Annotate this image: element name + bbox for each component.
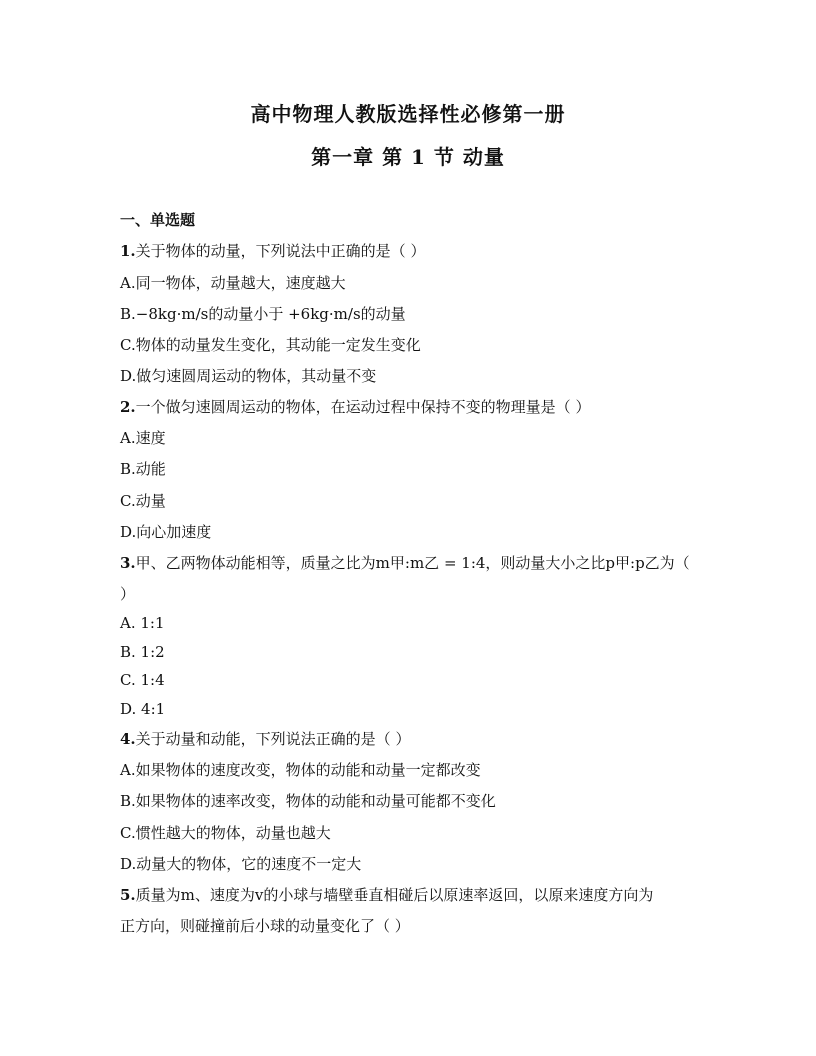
document-title: 高中物理人教版选择性必修第一册 (250, 102, 566, 126)
q2-option-d: D.向心加速度 (120, 523, 212, 541)
q1-option-b: B.−8kg·m/s的动量小于 +6kg·m/s的动量 (120, 305, 406, 323)
q2-option-b: B.动能 (120, 460, 166, 478)
q3-option-d: D. 4:1 (120, 700, 166, 718)
question-5-continued: 正方向，则碰撞前后小球的动量变化了（ ） (120, 917, 410, 935)
q2-option-c: C.动量 (120, 492, 166, 510)
question-5 (120, 884, 653, 905)
q4-option-b: B.如果物体的速率改变，物体的动能和动量可能都不变化 (120, 792, 496, 810)
q1-option-c: C.物体的动量发生变化，其动能一定发生变化 (120, 336, 421, 354)
q1-option-a: A.同一物体，动量越大，速度越大 (120, 274, 346, 292)
question-stem: 一个做匀速圆周运动的物体，在运动过程中保持不变的物理量是（ ） (135, 398, 591, 416)
q3-option-a: A. 1:1 (120, 614, 165, 632)
question-number: 5. (120, 886, 136, 904)
section-heading: 一、单选题 (120, 211, 196, 229)
question-stem: 甲、乙两物体动能相等，质量之比为m甲:m乙 = 1:4，则动量大小之比p甲:p乙为（ (135, 554, 690, 572)
question-stem: 质量为m、速度为v的小球与墙壁垂直相碰后以原速率返回，以原来速度方向为 (135, 886, 654, 904)
question-3 (120, 552, 690, 573)
chapter-title: 第一章 第 1 节 动量 (311, 145, 505, 169)
question-number: 3. (120, 554, 136, 572)
question-number: 2. (120, 398, 136, 416)
q3-option-b: B. 1:2 (120, 643, 165, 661)
question-2 (120, 396, 590, 417)
question-stem: 关于动量和动能，下列说法正确的是（ ） (135, 730, 411, 748)
question-3-continued: ） (120, 585, 136, 603)
q3-option-c: C. 1:4 (120, 671, 165, 689)
question-number: 4. (120, 730, 136, 748)
q1-option-d: D.做匀速圆周运动的物体，其动量不变 (120, 367, 377, 385)
q4-option-a: A.如果物体的速度改变，物体的动能和动量一定都改变 (120, 761, 481, 779)
q2-option-a: A.速度 (120, 429, 166, 447)
question-4 (120, 728, 410, 749)
question-1 (120, 240, 425, 261)
question-number: 1. (120, 242, 136, 260)
q4-option-c: C.惯性越大的物体，动量也越大 (120, 824, 331, 842)
question-stem: 关于物体的动量，下列说法中正确的是（ ） (135, 242, 426, 260)
q4-option-d: D.动量大的物体，它的速度不一定大 (120, 855, 362, 873)
